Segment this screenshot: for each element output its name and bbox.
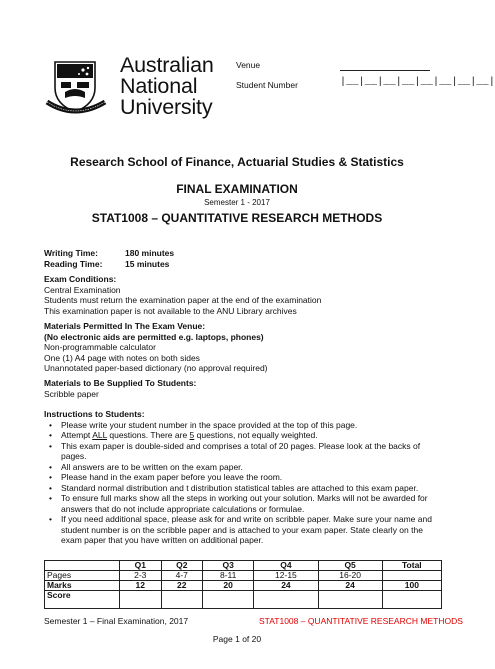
table-cell: 8-11 (203, 571, 254, 581)
instruction-item: • Standard normal distribution and t distribution statistical tables are attached to this exam paper. (49, 482, 419, 493)
table-cell: 12-15 (254, 571, 318, 581)
semester-label: Semester 1 - 2017 (204, 198, 270, 207)
table-cell: 24 (318, 581, 382, 591)
table-cell: 4-7 (161, 571, 203, 581)
materials-permitted-line: Non-programmable calculator (44, 342, 156, 352)
wordmark-line-3: University (120, 95, 213, 119)
exam-conditions-line: This examination paper is not available to the ANU Library archives (44, 305, 297, 316)
table-header-cell: Q1 (120, 561, 162, 571)
score-cell[interactable] (382, 591, 441, 609)
exam-title: FINAL EXAMINATION (176, 182, 298, 196)
exam-conditions-line: Central Examination (44, 284, 121, 295)
instructions-section (44, 409, 439, 546)
table-header-cell: Q3 (203, 561, 254, 571)
table-row-score (45, 591, 442, 609)
table-header-cell: Total (382, 561, 441, 571)
score-cell[interactable] (203, 591, 254, 609)
writing-time-value: 180 minutes (125, 248, 175, 258)
instruction-item: • Please write your student number in the space provided at the top of this page. (49, 419, 358, 430)
score-cell[interactable] (254, 591, 318, 609)
table-cell: Pages (45, 571, 120, 581)
school-name: Research School of Finance, Actuarial Studies & Statistics (70, 155, 404, 169)
table-row-marks (45, 581, 442, 591)
exam-conditions-section (44, 274, 444, 316)
writing-time-label: Writing Time: (44, 248, 98, 258)
footer-left: Semester 1 – Final Examination, 2017 (44, 616, 189, 626)
table-cell: 12 (120, 581, 162, 591)
bullet-icon: • (49, 493, 52, 503)
reading-time-row (44, 259, 174, 270)
table-row-pages (45, 571, 442, 581)
table-cell: 22 (161, 581, 203, 591)
bullet-icon: • (49, 461, 52, 472)
reading-time-value: 15 minutes (125, 259, 170, 269)
marks-table (44, 560, 442, 609)
score-cell[interactable] (120, 591, 162, 609)
table-cell: 24 (254, 581, 318, 591)
footer-right: STAT1008 – QUANTITATIVE RESEARCH METHODS (259, 616, 463, 626)
instruction-item: • All answers are to be written on the exam paper. (49, 461, 243, 472)
venue-label: Venue (236, 60, 261, 70)
instruction-item: • Please hand in the exam paper before you leave the room. (49, 472, 283, 482)
materials-supplied-line: Scribble paper (44, 388, 99, 399)
course-title: STAT1008 – QUANTITATIVE RESEARCH METHODS (91, 211, 383, 225)
venue-field[interactable] (340, 70, 430, 71)
bullet-icon: • (49, 440, 52, 451)
table-header-cell: Q4 (254, 561, 318, 571)
materials-permitted-section (44, 321, 444, 374)
instruction-item: • If you need additional space, please ask for and write on scribble paper. Make sure your name and student number is on the scribble paper and is attached to your exam paper. State clearly on the exam paper that you have written on additional paper. (49, 514, 432, 545)
bullet-icon: • (49, 419, 52, 430)
page-number: Page 1 of 20 (212, 634, 262, 644)
materials-permitted-line: Unannotated paper-based dictionary (no approval required) (44, 363, 268, 373)
instructions-heading: Instructions to Students: (44, 409, 145, 419)
materials-permitted-line: One (1) A4 page with notes on both sides (44, 352, 200, 363)
table-cell (382, 571, 441, 581)
score-cell[interactable] (161, 591, 203, 609)
table-cell: Marks (45, 581, 120, 591)
exam-conditions-line: Students must return the examination paper at the end of the examination (44, 295, 322, 305)
reading-time-label: Reading Time: (44, 259, 103, 269)
wordmark-line-2: National (120, 74, 198, 98)
anu-crest-logo (43, 58, 109, 122)
wordmark-line-1: Australian (120, 53, 214, 77)
writing-time-row (44, 248, 174, 259)
bullet-icon: • (49, 472, 52, 482)
bullet-icon: • (49, 482, 52, 493)
student-number-label: Student Number (236, 80, 298, 90)
table-header-cell (45, 561, 120, 571)
timing-block (44, 248, 174, 270)
table-header-row (45, 561, 442, 571)
table-cell: Score (45, 591, 120, 609)
table-header-cell: Q5 (318, 561, 382, 571)
table-cell: 2-3 (120, 571, 162, 581)
table-header-cell: Q2 (161, 561, 203, 571)
materials-permitted-heading: Materials Permitted In The Exam Venue: (44, 321, 206, 331)
bullet-icon: • (49, 430, 52, 440)
table-cell: 16-20 (318, 571, 382, 581)
bullet-icon: • (49, 514, 52, 524)
instruction-item: • To ensure full marks show all the steps in working out your solution. Marks will not be awarded for answers that do not include appropriate calculations or formulae. (49, 493, 428, 514)
instruction-item: • Attempt ALL questions. There are 5 questions, not equally weighted. (49, 430, 318, 440)
table-cell: 100 (382, 581, 441, 591)
table-cell: 20 (203, 581, 254, 591)
instruction-item: • This exam paper is double-sided and comprises a total of 20 pages. Please look at the backs of pages. (49, 440, 421, 461)
materials-permitted-subheading: (No electronic aids are permitted e.g. laptops, phones) (44, 331, 264, 342)
materials-supplied-section (44, 378, 444, 399)
student-number-field[interactable]: |__|__|__|__|__|__|__|__| (340, 77, 495, 88)
instructions-list (44, 420, 439, 546)
materials-supplied-heading: Materials to Be Supplied To Students: (44, 378, 197, 388)
exam-conditions-heading: Exam Conditions: (44, 274, 117, 284)
score-cell[interactable] (318, 591, 382, 609)
university-wordmark (120, 55, 214, 118)
